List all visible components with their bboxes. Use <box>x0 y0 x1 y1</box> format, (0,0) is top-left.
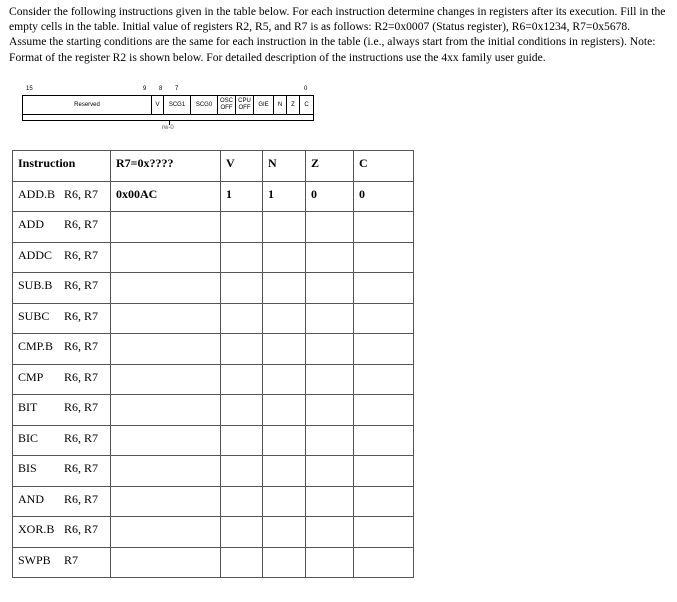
table-row <box>13 425 414 456</box>
header-v: V <box>221 151 263 182</box>
header-n: N <box>263 151 306 182</box>
v-cell[interactable] <box>221 273 263 304</box>
instruction-cell <box>13 425 111 456</box>
c-cell[interactable] <box>354 425 414 456</box>
instruction-args: R6, R7 <box>64 400 99 414</box>
instruction-op: SUB.B <box>18 278 53 292</box>
instruction-op: BIC <box>18 430 39 445</box>
instruction-args: R6, R7 <box>64 461 99 475</box>
n-cell[interactable] <box>263 456 306 487</box>
instruction-cell <box>13 273 111 304</box>
r7-cell[interactable] <box>111 425 221 456</box>
instruction-args: R6, R7 <box>64 522 99 536</box>
v-cell[interactable] <box>221 486 263 517</box>
c-cell[interactable] <box>354 273 414 304</box>
n-cell[interactable] <box>263 273 306 304</box>
c-cell[interactable]: 0 <box>354 181 414 212</box>
header-z: Z <box>306 151 354 182</box>
r7-cell[interactable] <box>111 364 221 395</box>
n-cell[interactable] <box>263 242 306 273</box>
r7-cell[interactable]: 0x00AC <box>111 181 221 212</box>
table-row <box>13 517 414 548</box>
field-gie: GIE <box>254 96 274 114</box>
v-cell[interactable] <box>221 425 263 456</box>
c-cell[interactable] <box>354 212 414 243</box>
n-cell[interactable] <box>263 303 306 334</box>
v-cell[interactable] <box>221 242 263 273</box>
n-cell[interactable] <box>263 517 306 548</box>
field-oscoff: OSC OFF <box>218 96 236 114</box>
field-cpuoff: CPU OFF <box>236 96 254 114</box>
z-cell[interactable] <box>306 425 354 456</box>
instruction-args: R6, R7 <box>64 369 99 384</box>
instruction-op: SWPB <box>18 552 51 567</box>
r7-cell[interactable] <box>111 395 221 426</box>
table-row <box>13 181 414 212</box>
instruction-args: R6, R7 <box>64 491 99 506</box>
instruction-cell <box>13 456 111 487</box>
n-cell[interactable] <box>263 212 306 243</box>
c-cell[interactable] <box>354 242 414 273</box>
r7-cell[interactable] <box>111 303 221 334</box>
field-n: N <box>274 96 287 114</box>
c-cell[interactable] <box>354 303 414 334</box>
instruction-cell <box>13 364 111 395</box>
table-header-row <box>13 151 414 182</box>
z-cell[interactable] <box>306 547 354 578</box>
n-cell[interactable] <box>263 395 306 426</box>
n-cell[interactable] <box>263 364 306 395</box>
field-v: V <box>152 96 164 114</box>
table-row <box>13 334 414 365</box>
instruction-cell <box>13 212 111 243</box>
instruction-cell <box>13 334 111 365</box>
table-row <box>13 456 414 487</box>
table-row <box>13 364 414 395</box>
z-cell[interactable] <box>306 242 354 273</box>
c-cell[interactable] <box>354 486 414 517</box>
instruction-op: ADDC <box>18 247 53 262</box>
instruction-op: BIS <box>18 461 37 475</box>
v-cell[interactable] <box>221 212 263 243</box>
instruction-op: ADD <box>18 217 44 231</box>
bit-label-15: 15 <box>26 86 33 92</box>
instruction-table <box>12 150 414 578</box>
instruction-args: R6, R7 <box>64 308 99 323</box>
field-scg0: SCG0 <box>191 96 218 114</box>
table-row <box>13 212 414 243</box>
r7-cell[interactable] <box>111 517 221 548</box>
v-cell[interactable] <box>221 547 263 578</box>
field-z: Z <box>287 96 300 114</box>
field-scg1: SCG1 <box>164 96 191 114</box>
z-cell[interactable] <box>306 303 354 334</box>
bit-label-0: 0 <box>304 86 308 92</box>
table-row <box>13 547 414 578</box>
c-cell[interactable] <box>354 395 414 426</box>
instruction-cell <box>13 181 111 212</box>
z-cell[interactable] <box>306 364 354 395</box>
instruction-args: R6, R7 <box>64 339 99 353</box>
header-c: C <box>354 151 414 182</box>
instruction-op: CMP <box>18 369 44 384</box>
instruction-cell <box>13 517 111 548</box>
register-bracket <box>22 115 314 121</box>
instruction-op: SUBC <box>18 308 50 323</box>
status-register-diagram <box>22 86 314 136</box>
r7-cell[interactable] <box>111 212 221 243</box>
r7-cell[interactable] <box>111 486 221 517</box>
instruction-args: R6, R7 <box>64 186 99 201</box>
r7-cell[interactable] <box>111 456 221 487</box>
v-cell[interactable] <box>221 395 263 426</box>
r7-cell[interactable] <box>111 242 221 273</box>
n-cell[interactable] <box>263 486 306 517</box>
c-cell[interactable] <box>354 456 414 487</box>
n-cell[interactable] <box>263 547 306 578</box>
v-cell[interactable] <box>221 456 263 487</box>
instruction-op: ADD.B <box>18 186 56 201</box>
n-cell[interactable]: 1 <box>263 181 306 212</box>
r7-cell[interactable] <box>111 273 221 304</box>
c-cell[interactable] <box>354 334 414 365</box>
c-cell[interactable] <box>354 364 414 395</box>
z-cell[interactable] <box>306 486 354 517</box>
table-row <box>13 242 414 273</box>
instruction-cell <box>13 486 111 517</box>
instruction-cell <box>13 395 111 426</box>
v-cell[interactable] <box>221 303 263 334</box>
z-cell[interactable] <box>306 395 354 426</box>
instruction-args: R6, R7 <box>64 430 99 445</box>
instruction-cell <box>13 547 111 578</box>
intro-text: Consider the following instructions given in the table below. For each instruction determine changes in registers after its execution. Fill in the empty cells in the table. Initial value of registers R2, R5, and R7 is as follows: R2=0x0007 (Status register), R6=0x1234, R7=0x5678. Assume the starting conditions are the same for each instruction in the table (i.e., always start from the initial conditions in registers). Note: Format of the register R2 is shown below. For detailed description of the instructions use the 4xx family user guide. <box>9 5 666 64</box>
field-reserved: Reserved <box>23 96 152 114</box>
z-cell[interactable] <box>306 456 354 487</box>
v-cell[interactable]: 1 <box>221 181 263 212</box>
c-cell[interactable] <box>354 547 414 578</box>
r7-cell[interactable] <box>111 547 221 578</box>
bit-label-7: 7 <box>175 86 179 92</box>
instruction-args: R6, R7 <box>64 217 99 231</box>
z-cell[interactable] <box>306 212 354 243</box>
field-c: C <box>304 101 309 108</box>
table-row <box>13 303 414 334</box>
instruction-args: R6, R7 <box>64 278 99 292</box>
instruction-args: R6, R7 <box>64 247 99 262</box>
r7-cell[interactable] <box>111 334 221 365</box>
z-cell[interactable] <box>306 334 354 365</box>
z-cell[interactable] <box>306 517 354 548</box>
instruction-op: AND <box>18 491 44 506</box>
access-label: rw-0 <box>162 125 174 131</box>
z-cell[interactable] <box>306 273 354 304</box>
register-fields <box>22 95 314 115</box>
instruction-args: R7 <box>64 552 79 567</box>
table-row <box>13 486 414 517</box>
instruction-op: BIT <box>18 400 38 414</box>
v-cell[interactable] <box>221 517 263 548</box>
header-instruction: Instruction <box>13 151 111 182</box>
z-cell[interactable]: 0 <box>306 181 354 212</box>
c-cell[interactable] <box>354 517 414 548</box>
instruction-cell <box>13 303 111 334</box>
v-cell[interactable] <box>221 364 263 395</box>
n-cell[interactable] <box>263 425 306 456</box>
instruction-op: XOR.B <box>18 522 55 536</box>
bit-label-9: 9 <box>143 86 147 92</box>
table-row <box>13 273 414 304</box>
v-cell[interactable] <box>221 334 263 365</box>
instruction-op: CMP.B <box>18 339 54 353</box>
header-r7: R7=0x???? <box>111 151 221 182</box>
instruction-cell <box>13 242 111 273</box>
n-cell[interactable] <box>263 334 306 365</box>
bit-label-8: 8 <box>159 86 163 92</box>
table-row <box>13 395 414 426</box>
